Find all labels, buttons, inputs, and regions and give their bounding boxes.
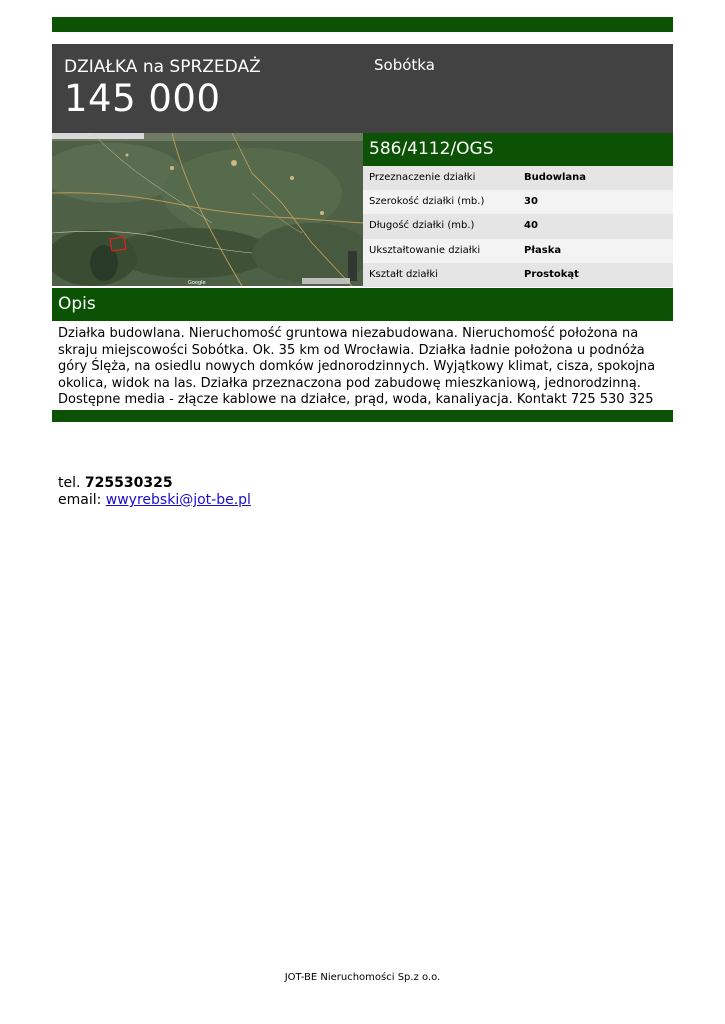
contact-block (58, 475, 251, 509)
bottom-accent-bar (52, 410, 673, 422)
detail-label: Długość działki (mb.) (369, 220, 475, 232)
details-row (363, 166, 673, 190)
phone-line (58, 475, 251, 492)
listing-header (52, 44, 673, 133)
reference-number: 586/4112/OGS (369, 139, 494, 159)
offer-type: DZIAŁKA na SPRZEDAŻ (64, 57, 261, 77)
phone-label: tel. (58, 475, 81, 491)
details-table (363, 166, 673, 287)
detail-value: 40 (524, 220, 538, 232)
details-row (363, 263, 673, 287)
description-heading-bar (52, 288, 673, 321)
detail-label: Szerokość działki (mb.) (369, 196, 485, 208)
description-heading: Opis (58, 294, 96, 314)
detail-label: Kształt działki (369, 268, 438, 280)
city: Sobótka (374, 56, 435, 74)
detail-value: Budowlana (524, 172, 587, 183)
details-row (363, 190, 673, 214)
email-label: email: (58, 492, 102, 508)
detail-value: Płaska (524, 244, 562, 256)
phone-number: 725530325 (84, 475, 173, 491)
details-row (363, 239, 673, 263)
map-attribution: Google (188, 280, 206, 286)
description-text: Działka budowlana. Nieruchomość gruntowa niezabudowana. Nieruchomość położona na skraju miejscowości Sobótka. Ok. 35 km od Wrocławia. Działka ładnie położona u podnóża góry Ślęża, na osiedlu nowych domków jednorodzinnych. Wyjątkowy klimat, cisza, spokojna okolica, widok na las. Działka przeznaczona pod zabudowę mieszkaniową, jednorodzinną. Dostępne media - złącze kablowe na działce, prąd, woda, kanaliyacja. Kontakt 725 530 325 (58, 326, 656, 408)
price: 145 000 (64, 77, 221, 120)
email-line (58, 492, 251, 509)
top-accent-bar (52, 17, 673, 32)
satellite-map[interactable] (52, 133, 363, 286)
detail-label: Ukształtowanie działki (369, 244, 481, 256)
details-row (363, 214, 673, 238)
footer-company: JOT-BE Nieruchomości Sp.z o.o. (284, 972, 441, 983)
detail-value: 30 (524, 196, 538, 208)
detail-value: Prostokąt (524, 268, 579, 280)
email-link[interactable]: wwyrebski@jot-be.pl (105, 492, 251, 508)
detail-label: Przeznaczenie działki (369, 172, 476, 183)
reference-number-bar (363, 133, 673, 166)
